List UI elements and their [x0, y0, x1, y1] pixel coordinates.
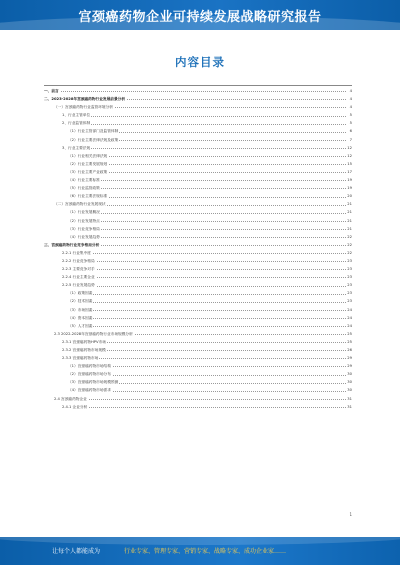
footer-banner: [0, 537, 400, 565]
toc-entry-page: 19: [347, 186, 352, 191]
toc-entry-page: 12: [347, 153, 352, 158]
toc-entry-page: 22: [347, 234, 352, 239]
report-title: 宫颈癌药物企业可持续发展战略研究报告: [78, 10, 322, 25]
toc-entry-page: 30: [347, 372, 352, 377]
toc-entry-label: （1）政策因素: [68, 289, 93, 297]
footer-audience: 行业专家、管理专家、营销专家、战略专家、成功企业家……: [124, 548, 287, 555]
heading-divider: [44, 85, 352, 86]
toc-entry-page: 15: [347, 161, 352, 166]
dot-leader: [68, 302, 346, 303]
dot-leader: [68, 326, 346, 327]
toc-entry[interactable]: [44, 265, 352, 273]
dot-leader: [62, 277, 346, 278]
toc-entry[interactable]: [44, 136, 352, 144]
toc-entry-label: 2.3 2022-2028年宫颈癌药物行业市场规模分析: [54, 330, 134, 338]
toc-entry[interactable]: [44, 111, 352, 119]
toc-entry[interactable]: [44, 233, 352, 241]
dot-leader: [68, 318, 346, 319]
toc-entry-page: 21: [347, 210, 352, 215]
toc-entry-label: 2.4.1 企业分析: [62, 403, 88, 411]
table-of-contents: [44, 87, 352, 411]
toc-entry-page: 29: [347, 356, 352, 361]
toc-entry-page: 21: [347, 218, 352, 223]
toc-entry[interactable]: [44, 378, 352, 386]
toc-entry-label: 2.3.2 宫颈癌药物市场规模: [62, 346, 107, 354]
toc-entry-page: 21: [347, 202, 352, 207]
toc-entry-label: 2.4 宫颈癌药物企业: [54, 395, 88, 403]
dot-leader: [68, 180, 346, 181]
toc-entry-label: （二）宫颈癌药物行业发展现状: [54, 200, 107, 208]
dot-leader: [62, 286, 346, 287]
dot-leader: [62, 269, 346, 270]
toc-entry-page: 23: [347, 283, 352, 288]
toc-entry[interactable]: [44, 386, 352, 394]
toc-entry-page: 29: [347, 364, 352, 369]
toc-entry[interactable]: [44, 95, 352, 103]
toc-entry-label: 2.3.1 宫颈癌药物HPV市场: [62, 338, 107, 346]
toc-entry-label: 3、行业主要法规: [62, 144, 91, 152]
dot-leader: [62, 261, 346, 262]
dot-leader: [62, 358, 346, 359]
toc-entry-label: 2.3.3 宫颈癌药物市场: [62, 354, 99, 362]
toc-entry[interactable]: [44, 314, 352, 322]
toc-entry-page: 24: [347, 323, 352, 328]
toc-entry-page: 23: [347, 258, 352, 263]
toc-entry-label: （3）市场因素: [68, 306, 93, 314]
toc-entry-label: （2）行业主要法律法规及政策: [68, 136, 119, 144]
toc-entry[interactable]: [44, 119, 352, 127]
toc-entry[interactable]: [44, 241, 352, 249]
dot-leader: [62, 116, 346, 117]
toc-entry-page: 19: [347, 178, 352, 183]
toc-entry-label: （2）行业发展特点: [68, 217, 101, 225]
dot-leader: [54, 399, 346, 400]
toc-entry[interactable]: [44, 289, 352, 297]
toc-heading: 内容目录: [175, 55, 225, 69]
toc-entry[interactable]: [44, 273, 352, 281]
dot-leader: [68, 310, 346, 311]
toc-entry-page: 17: [347, 169, 352, 174]
toc-entry[interactable]: [44, 362, 352, 370]
toc-entry-label: （1）宫颈癌药物市场结构: [68, 362, 112, 370]
toc-entry-label: 三、宫颈癌药物行业竞争格局分析: [44, 241, 100, 249]
toc-entry-label: （6）行业主要法规标准: [68, 192, 108, 200]
toc-entry[interactable]: [44, 330, 352, 338]
toc-entry[interactable]: [44, 152, 352, 160]
toc-entry[interactable]: [44, 200, 352, 208]
dot-leader: [62, 253, 346, 254]
toc-entry-page: 25: [347, 331, 352, 336]
toc-entry[interactable]: [44, 184, 352, 192]
toc-entry-label: （5）行业监管政策: [68, 184, 101, 192]
toc-entry-label: （2）技术因素: [68, 297, 93, 305]
toc-entry-label: （1）行业相关法律法规: [68, 152, 108, 160]
toc-entry[interactable]: [44, 354, 352, 362]
toc-entry[interactable]: [44, 281, 352, 289]
toc-entry-page: 6: [349, 129, 352, 134]
toc-entry-page: 30: [347, 380, 352, 385]
toc-entry-label: （2）宫颈癌药物市场分布: [68, 370, 112, 378]
toc-entry[interactable]: [44, 87, 352, 95]
toc-entry-label: （3）宫颈癌药物市场规模预测: [68, 378, 119, 386]
dot-leader: [68, 237, 346, 238]
toc-entry-label: （1）行业发展概况: [68, 208, 101, 216]
toc-entry-page: 24: [347, 315, 352, 320]
toc-entry-page: 12: [347, 145, 352, 150]
toc-entry-label: 2.2.2 行业竞争格局: [62, 257, 96, 265]
dot-leader: [68, 213, 346, 214]
toc-entry[interactable]: [44, 168, 352, 176]
toc-entry[interactable]: [44, 127, 352, 135]
dot-leader: [68, 164, 346, 165]
toc-entry-label: 一、前言: [44, 87, 60, 95]
dot-leader: [68, 221, 346, 222]
toc-entry-label: 2.2.4 行业主要企业: [62, 273, 96, 281]
toc-entry-label: 2.2.3 主要竞争对手: [62, 265, 96, 273]
dot-leader: [68, 229, 346, 230]
toc-entry[interactable]: [44, 257, 352, 265]
footer-decoration: [0, 537, 400, 545]
toc-entry[interactable]: [44, 297, 352, 305]
toc-entry-label: （4）宫颈癌药物市场需求: [68, 386, 112, 394]
toc-entry-page: 25: [347, 339, 352, 344]
footer-slogan: 让每个人都能成为: [52, 548, 101, 555]
toc-entry-page: 26: [347, 348, 352, 352]
toc-entry[interactable]: [44, 370, 352, 378]
toc-entry[interactable]: [44, 249, 352, 257]
toc-entry-label: （3）行业主要产业政策: [68, 168, 108, 176]
toc-entry[interactable]: [44, 395, 352, 403]
toc-entry-label: （4）资本因素: [68, 314, 93, 322]
dot-leader: [68, 197, 346, 198]
toc-entry-label: （4）行业发展趋势: [68, 233, 101, 241]
toc-entry-page: 21: [347, 226, 352, 231]
toc-entry[interactable]: [44, 403, 352, 411]
dot-leader: [62, 148, 346, 149]
toc-entry-page: 31: [347, 404, 352, 409]
toc-entry-page: 31: [347, 396, 352, 401]
page-number: 1: [349, 512, 352, 517]
toc-entry-page: 30: [347, 388, 352, 393]
toc-entry-page: 5: [349, 121, 352, 126]
toc-entry-page: 4: [349, 97, 352, 102]
toc-entry[interactable]: [44, 306, 352, 314]
toc-entry[interactable]: [44, 208, 352, 216]
toc-entry-label: 2.2.5 行业发展趋势: [62, 281, 96, 289]
toc-entry-page: 23: [347, 291, 352, 296]
toc-entry[interactable]: [44, 160, 352, 168]
toc-entry-label: （3）行业竞争格局: [68, 225, 101, 233]
toc-entry-label: （4）行业主要标准: [68, 176, 101, 184]
toc-entry-page: 23: [347, 267, 352, 272]
toc-entry[interactable]: [44, 225, 352, 233]
toc-entry-page: 20: [347, 194, 352, 199]
toc-entry-label: 1、行业主管单位: [62, 111, 91, 119]
toc-entry-label: （一）宫颈癌药物行业监管环境分析: [54, 103, 114, 111]
dot-leader: [68, 156, 346, 157]
toc-entry[interactable]: [44, 322, 352, 330]
toc-entry-label: 2.2.1 行业集中度: [62, 249, 92, 257]
toc-entry[interactable]: [44, 338, 352, 346]
toc-entry-page: 7: [349, 137, 352, 142]
toc-entry-label: （5）人才因素: [68, 322, 93, 330]
toc-entry-page: 4: [349, 105, 352, 110]
toc-entry[interactable]: [44, 192, 352, 200]
toc-entry[interactable]: [44, 103, 352, 111]
toc-entry-page: 22: [347, 242, 352, 247]
toc-entry-page: 5: [349, 113, 352, 118]
toc-entry-label: 2、行业监管体制: [62, 119, 91, 127]
toc-entry[interactable]: [44, 217, 352, 225]
header-banner: [0, 0, 400, 30]
dot-leader: [62, 124, 346, 125]
toc-entry[interactable]: [44, 176, 352, 184]
dot-leader: [68, 172, 346, 173]
toc-entry-page: 22: [347, 250, 352, 255]
dot-leader: [44, 91, 346, 92]
dot-leader: [62, 407, 346, 408]
toc-entry-label: （1）行业主管部门及监管体制: [68, 127, 119, 135]
toc-entry-page: 23: [347, 299, 352, 304]
dot-leader: [68, 294, 346, 295]
toc-entry-page: 24: [347, 307, 352, 312]
toc-entry[interactable]: [44, 346, 352, 354]
toc-entry-label: 二、2023-2028年宫颈癌药物行业发展前景分析: [44, 95, 126, 103]
toc-entry-label: （2）行业主要发展规划: [68, 160, 108, 168]
dot-leader: [68, 188, 346, 189]
toc-entry[interactable]: [44, 144, 352, 152]
toc-entry-page: 23: [347, 275, 352, 280]
toc-entry-page: 4: [349, 89, 352, 93]
